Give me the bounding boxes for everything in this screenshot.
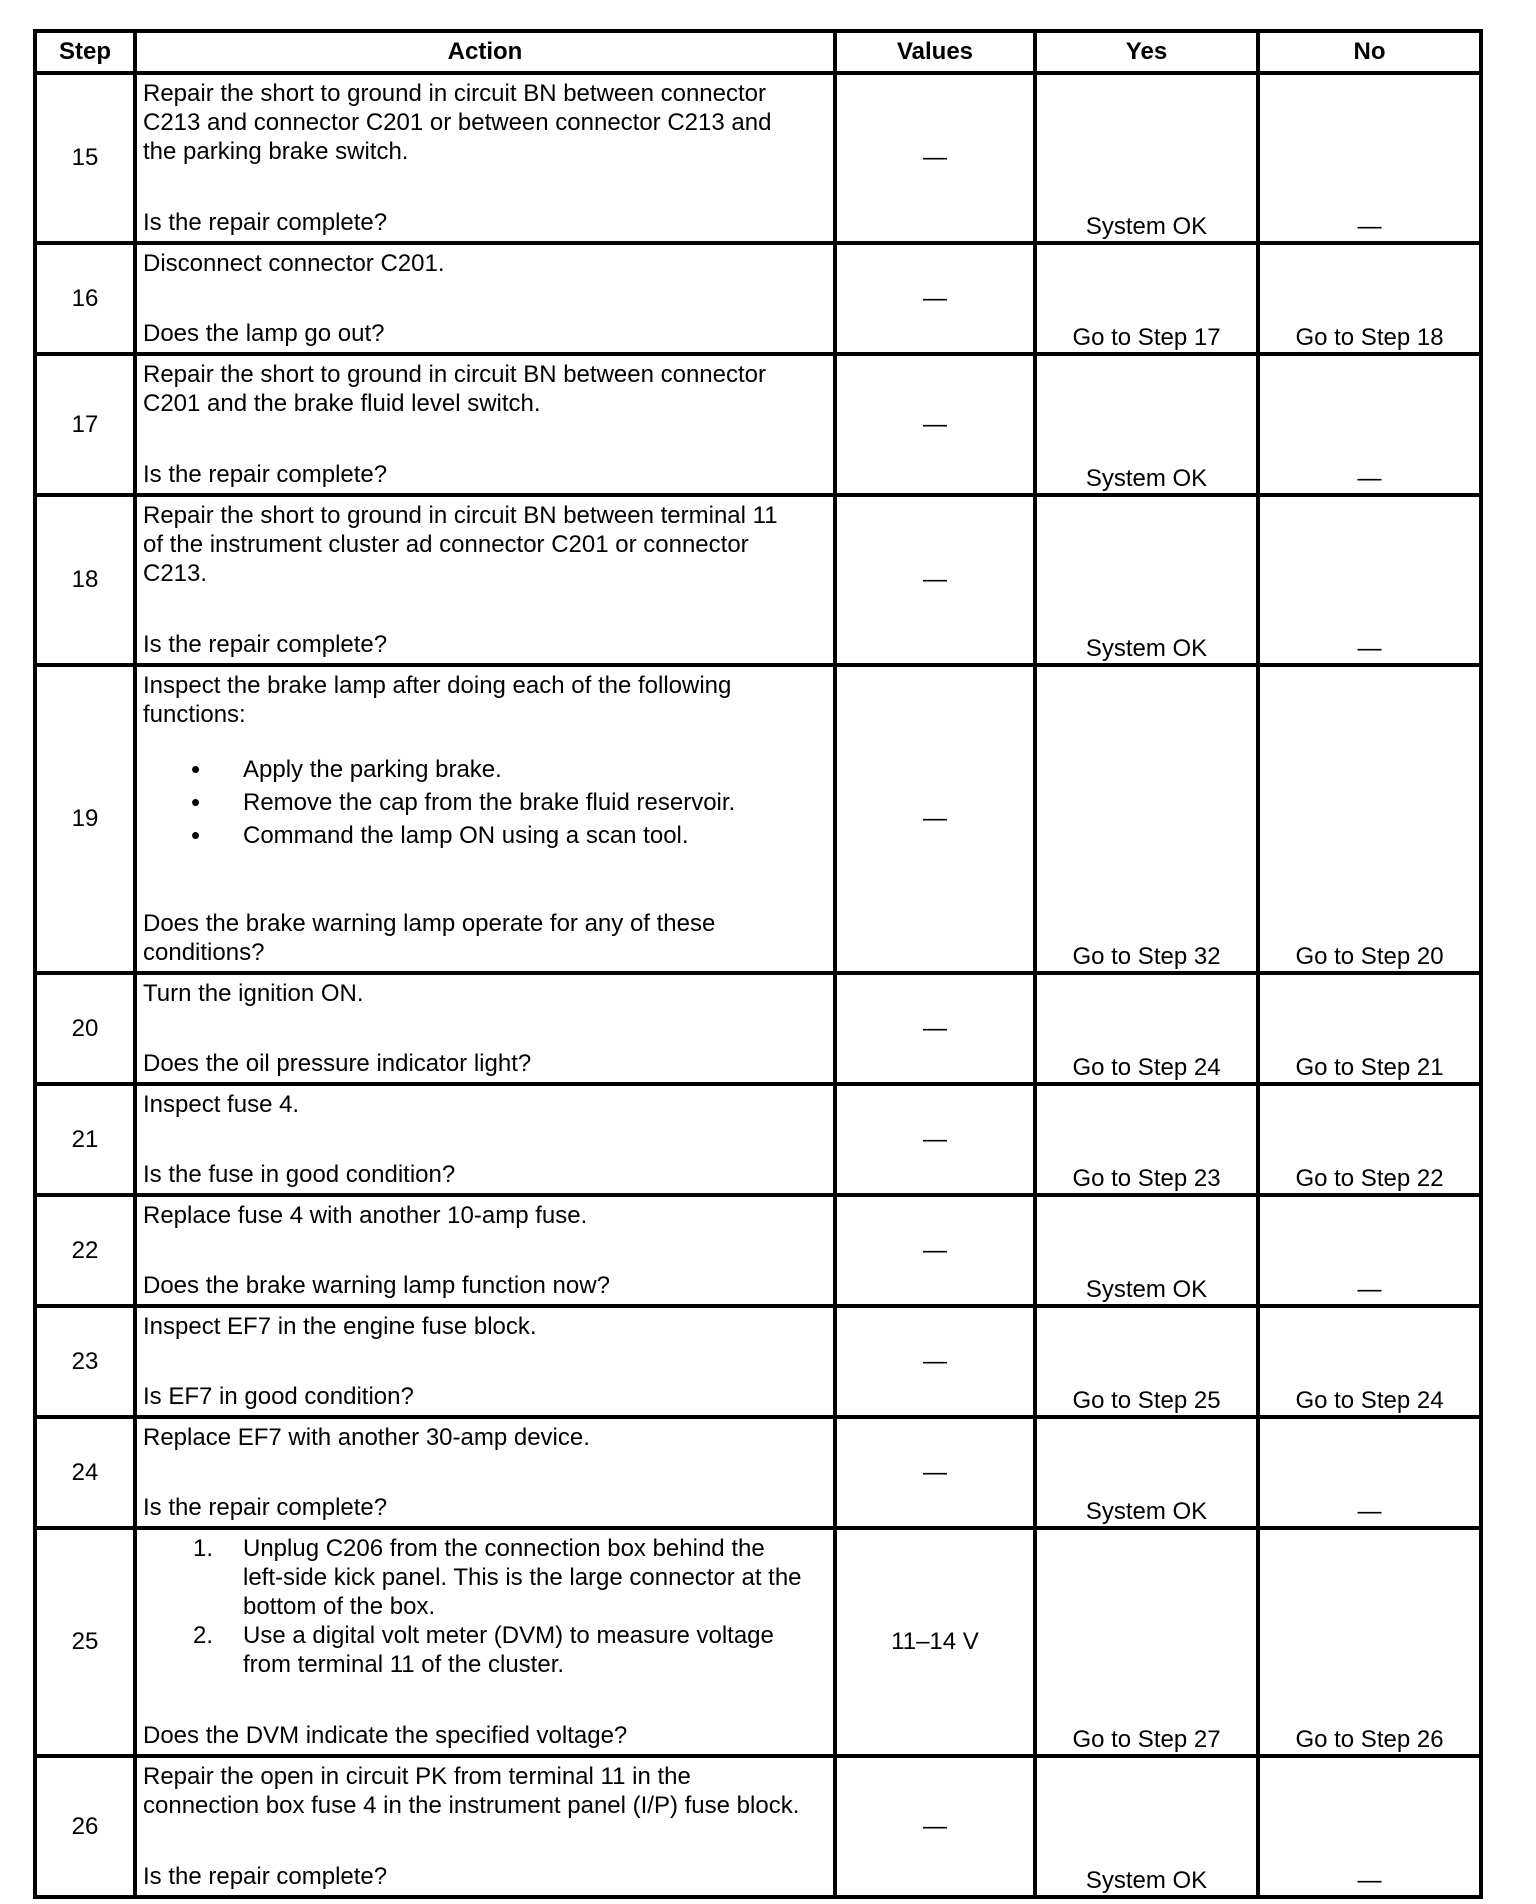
action-question: Is the fuse in good condition? (143, 1161, 456, 1188)
action-text: Replace fuse 4 with another 10-amp fuse. (143, 1202, 588, 1229)
yes-result: Go to Step 24 (1035, 973, 1258, 1084)
action-cell (135, 1306, 835, 1417)
action-text: Inspect the brake lamp after doing each of the following functions: (143, 672, 732, 728)
values-cell: — (835, 973, 1035, 1084)
action-content (137, 1086, 833, 1193)
bullet-item: • Remove the cap from the brake fluid reservoir. (143, 786, 825, 819)
action-cell (135, 1195, 835, 1306)
action-instructions (143, 249, 825, 278)
step-number: 24 (35, 1417, 135, 1528)
yes-result: Go to Step 23 (1035, 1084, 1258, 1195)
action-question: Is the repair complete? (143, 1863, 388, 1890)
item-number: 2. (193, 1622, 214, 1649)
yes-result: System OK (1035, 73, 1258, 243)
action-content (137, 356, 833, 493)
table-row (35, 973, 1481, 1084)
bullet-item: • Command the lamp ON using a scan tool. (143, 819, 825, 852)
header-values: Values (835, 31, 1035, 73)
table-body (35, 73, 1481, 1897)
action-cell (135, 1417, 835, 1528)
values-cell: — (835, 243, 1035, 354)
header-action: Action (135, 31, 835, 73)
action-instructions (143, 1423, 825, 1452)
bullet-list (143, 753, 825, 852)
action-question: Does the brake warning lamp operate for any of these conditions? (143, 910, 716, 966)
item-text: Unplug C206 from the connection box behind the left-side kick panel. This is the large connector at the bottom of the box. (243, 1535, 802, 1620)
table-row (35, 495, 1481, 665)
step-number: 22 (35, 1195, 135, 1306)
table-row (35, 1306, 1481, 1417)
action-text: Repair the short to ground in circuit BN between connector C213 and connector C201 or between connector C213 and the parking brake switch. (143, 80, 772, 165)
action-question: Is EF7 in good condition? (143, 1383, 414, 1410)
step-number: 17 (35, 354, 135, 495)
table-row (35, 1528, 1481, 1756)
action-content (137, 75, 833, 241)
action-instructions (143, 671, 825, 876)
step-number: 25 (35, 1528, 135, 1756)
yes-result: Go to Step 32 (1035, 665, 1258, 973)
no-result: Go to Step 21 (1258, 973, 1481, 1084)
values-cell: 11–14 V (835, 1528, 1035, 1756)
action-text: Disconnect connector C201. (143, 250, 445, 277)
action-cell (135, 1756, 835, 1897)
table-row (35, 354, 1481, 495)
step-number: 15 (35, 73, 135, 243)
no-result: — (1258, 1417, 1481, 1528)
action-content (137, 1419, 833, 1526)
no-result: — (1258, 1756, 1481, 1897)
action-question: Is the repair complete? (143, 209, 388, 236)
step-number: 19 (35, 665, 135, 973)
yes-result: System OK (1035, 1417, 1258, 1528)
action-instructions (143, 979, 825, 1008)
table-row (35, 1195, 1481, 1306)
action-text: Repair the short to ground in circuit BN between terminal 11 of the instrument cluster ad connector C201 or connector C213. (143, 502, 778, 587)
action-instructions (143, 79, 825, 166)
no-result: — (1258, 1195, 1481, 1306)
values-cell: — (835, 354, 1035, 495)
action-text: Replace EF7 with another 30-amp device. (143, 1424, 590, 1451)
yes-result: System OK (1035, 354, 1258, 495)
diagnostic-table (33, 29, 1483, 1899)
action-cell (135, 1084, 835, 1195)
header-yes: Yes (1035, 31, 1258, 73)
step-number: 18 (35, 495, 135, 665)
step-number: 16 (35, 243, 135, 354)
numbered-item (143, 1534, 825, 1621)
action-content (137, 1197, 833, 1304)
step-number: 20 (35, 973, 135, 1084)
values-cell: — (835, 1084, 1035, 1195)
step-number: 21 (35, 1084, 135, 1195)
step-number: 23 (35, 1306, 135, 1417)
action-question: Does the brake warning lamp function now? (143, 1272, 610, 1299)
action-text: Turn the ignition ON. (143, 980, 364, 1007)
header-step: Step (35, 31, 135, 73)
action-instructions (143, 1201, 825, 1230)
action-cell (135, 1528, 835, 1756)
action-content (137, 1530, 833, 1754)
action-instructions (143, 360, 825, 418)
action-question: Is the repair complete? (143, 631, 388, 658)
table-row (35, 1756, 1481, 1897)
no-result: — (1258, 73, 1481, 243)
step-number: 26 (35, 1756, 135, 1897)
yes-result: Go to Step 27 (1035, 1528, 1258, 1756)
action-instructions (143, 1762, 825, 1820)
bullet-item: • Apply the parking brake. (143, 753, 825, 786)
values-cell: — (835, 1756, 1035, 1897)
action-text: Inspect fuse 4. (143, 1091, 300, 1118)
action-cell (135, 243, 835, 354)
yes-result: System OK (1035, 495, 1258, 665)
no-result: Go to Step 20 (1258, 665, 1481, 973)
item-number: 1. (193, 1535, 214, 1562)
numbered-item (143, 1621, 825, 1679)
table-row (35, 665, 1481, 973)
no-result: Go to Step 26 (1258, 1528, 1481, 1756)
yes-result: Go to Step 17 (1035, 243, 1258, 354)
values-cell: — (835, 665, 1035, 973)
item-text: Use a digital volt meter (DVM) to measure voltage from terminal 11 of the cluster. (243, 1622, 774, 1678)
action-cell (135, 973, 835, 1084)
values-cell: — (835, 1306, 1035, 1417)
table-row (35, 1084, 1481, 1195)
action-instructions (143, 1534, 825, 1703)
action-content (137, 245, 833, 352)
action-question: Is the repair complete? (143, 461, 388, 488)
no-result: Go to Step 24 (1258, 1306, 1481, 1417)
action-content (137, 667, 833, 971)
no-result: Go to Step 18 (1258, 243, 1481, 354)
header-row (35, 31, 1481, 73)
action-text: Repair the short to ground in circuit BN between connector C201 and the brake fluid level switch. (143, 361, 767, 417)
action-content (137, 497, 833, 663)
values-cell: — (835, 1417, 1035, 1528)
action-content (137, 1758, 833, 1895)
no-result: — (1258, 354, 1481, 495)
no-result: — (1258, 495, 1481, 665)
action-instructions (143, 501, 825, 588)
values-cell: — (835, 73, 1035, 243)
action-text: Inspect EF7 in the engine fuse block. (143, 1313, 537, 1340)
yes-result: System OK (1035, 1756, 1258, 1897)
action-content (137, 1308, 833, 1415)
action-instructions (143, 1312, 825, 1341)
action-question: Is the repair complete? (143, 1494, 388, 1521)
table-row (35, 243, 1481, 354)
action-cell (135, 354, 835, 495)
yes-result: System OK (1035, 1195, 1258, 1306)
action-content (137, 975, 833, 1082)
action-cell (135, 665, 835, 973)
yes-result: Go to Step 25 (1035, 1306, 1258, 1417)
header-no: No (1258, 31, 1481, 73)
values-cell: — (835, 495, 1035, 665)
no-result: Go to Step 22 (1258, 1084, 1481, 1195)
action-text: Repair the open in circuit PK from terminal 11 in the connection box fuse 4 in the instrument panel (I/P) fuse block. (143, 1763, 800, 1819)
values-cell: — (835, 1195, 1035, 1306)
action-question: Does the lamp go out? (143, 320, 385, 347)
action-cell (135, 495, 835, 665)
numbered-list (143, 1534, 825, 1679)
action-instructions (143, 1090, 825, 1119)
table-row (35, 1417, 1481, 1528)
action-question: Does the DVM indicate the specified voltage? (143, 1722, 628, 1749)
table-row (35, 73, 1481, 243)
action-cell (135, 73, 835, 243)
action-question: Does the oil pressure indicator light? (143, 1050, 532, 1077)
